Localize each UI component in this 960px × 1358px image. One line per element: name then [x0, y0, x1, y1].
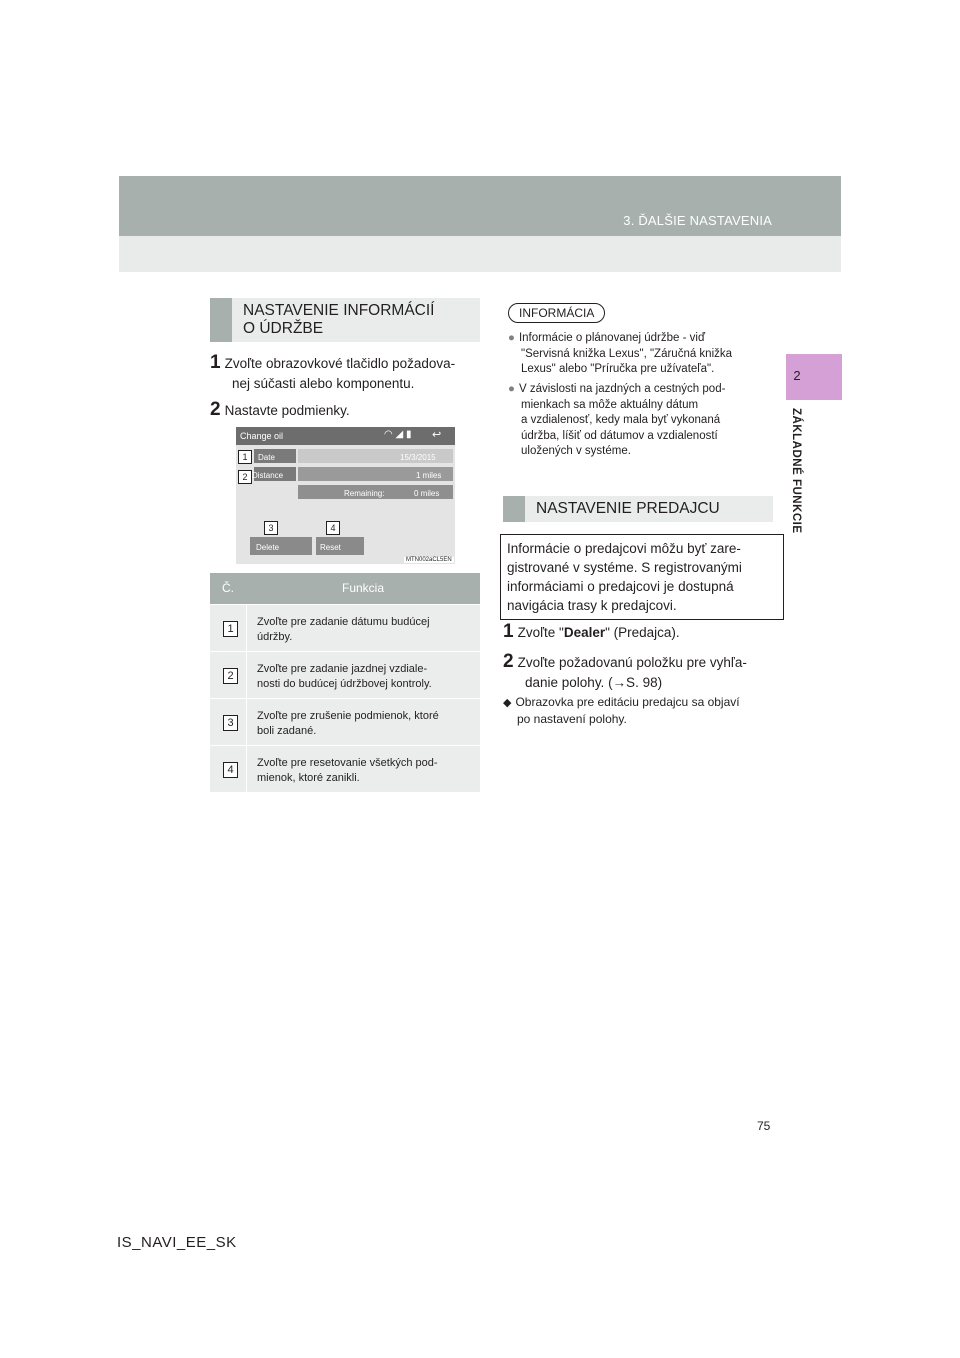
- row-text-line2: nosti do budúcej údržbovej kontroly.: [257, 678, 432, 690]
- callout-4: 4: [326, 521, 340, 535]
- section-title-bar: [210, 298, 232, 342]
- row-text-line1: Zvoľte pre zrušenie podmienok, ktoré: [257, 710, 439, 722]
- date-value: 15/3/2015: [400, 453, 436, 462]
- bullet-text: V závislosti na jazdných a cestných pod-: [518, 383, 726, 395]
- step-2: [210, 400, 350, 420]
- header-function: Funkcia: [341, 581, 385, 595]
- row-number: 1: [223, 621, 238, 637]
- box-text-line: gistrované v systéme. S registrovanými: [507, 560, 742, 575]
- row-text-line1: Zvoľte pre zadanie dátumu budúcej: [257, 616, 430, 628]
- row-text-line2: mienok, ktoré zanikli.: [257, 772, 360, 784]
- battery-icon: ▮: [406, 429, 412, 440]
- reset-label: Reset: [320, 543, 341, 552]
- info-bullet-2: [508, 382, 766, 460]
- screen-title: Change oil: [240, 431, 284, 441]
- table-header: [210, 573, 480, 604]
- section-title-dealer: [503, 496, 773, 522]
- remaining-label: Remaining:: [344, 489, 385, 498]
- row-text: [257, 662, 468, 692]
- step-text: Zvoľte ": [517, 625, 564, 640]
- dealer-note: [503, 695, 778, 727]
- bullet-dot-icon: ●: [508, 332, 515, 344]
- dealer-info-box: [500, 534, 784, 620]
- info-bullet-1: [508, 331, 766, 378]
- bullet-diamond-icon: ◆: [503, 697, 512, 709]
- step-text: " (Predajca).: [605, 625, 680, 640]
- step-text: Nastavte podmienky.: [224, 403, 350, 418]
- box-text-line: informáciami o predajcovi je dostupná: [507, 579, 734, 594]
- distance-value: 1 miles: [416, 471, 442, 480]
- step-number: 1: [503, 621, 514, 642]
- column-divider: [246, 699, 247, 745]
- column-divider: [246, 605, 247, 651]
- step-number: 2: [210, 399, 221, 420]
- illustration-code: MTN002aCL5EN: [406, 557, 452, 563]
- remaining-value: 0 miles: [414, 489, 440, 498]
- delete-label: Delete: [256, 543, 280, 552]
- back-icon: ↩: [432, 429, 442, 441]
- section-title-text: NASTAVENIE PREDAJCU: [536, 500, 720, 517]
- date-label: Date: [258, 453, 275, 462]
- step-1-cont: nej súčasti alebo komponentu.: [232, 376, 415, 391]
- bullet-text: Lexus" alebo "Príručka pre užívateľa".: [521, 363, 715, 375]
- column-divider: [246, 746, 247, 792]
- table-row: [210, 651, 480, 698]
- row-number: 2: [223, 668, 238, 684]
- step-text: Zvoľte obrazovkové tlačidlo požadova-: [224, 356, 456, 371]
- maintenance-screen-illustration: [236, 427, 455, 564]
- row-number: 3: [223, 715, 238, 731]
- step-number: 2: [503, 651, 514, 672]
- box-text-line: navigácia trasy k predajcovi.: [507, 598, 677, 613]
- dealer-step-2: [503, 652, 778, 672]
- section-title-line1: NASTAVENIE INFORMÁCIÍ: [243, 302, 435, 319]
- callout-3: 3: [264, 521, 278, 535]
- distance-label: Distance: [252, 471, 284, 480]
- box-text-line: Informácie o predajcovi môžu byť zare-: [507, 541, 741, 556]
- header-subband: [119, 236, 841, 272]
- table-row: [210, 604, 480, 651]
- function-table: [210, 573, 480, 792]
- section-title-bar: [503, 496, 525, 522]
- bullet-text: údržba, líšiť od dátumov a vzdialeností: [521, 429, 718, 442]
- wifi-icon: ◠: [384, 429, 393, 440]
- bullet-text: Obrazovka pre editáciu predajcu sa objaví: [515, 695, 740, 709]
- section-title-maintenance: [210, 298, 480, 342]
- column-divider: [246, 652, 247, 698]
- bullet-text: "Servisná knižka Lexus", "Záručná knižka: [521, 347, 733, 360]
- row-text: [257, 709, 468, 739]
- chapter-title: 3. ĎALŠIE NASTAVENIA: [623, 213, 772, 228]
- bullet-text: a vzdialenosť, kedy mala byť vykonaná: [521, 414, 721, 426]
- chapter-number: 2: [793, 368, 801, 383]
- dealer-step-2-cont: danie polohy. (→S. 98): [525, 675, 663, 690]
- row-text: [257, 615, 468, 645]
- bullet-text: uložených v systéme.: [521, 445, 631, 457]
- bullet-text: po nastavení polohy.: [517, 711, 627, 726]
- step-text: Zvoľte požadovanú položku pre vyhľa-: [517, 655, 747, 670]
- table-row: [210, 745, 480, 792]
- table-row: [210, 698, 480, 745]
- dealer-button-name: Dealer: [563, 625, 606, 640]
- step-number: 1: [210, 352, 221, 373]
- row-text-line2: boli zadané.: [257, 725, 317, 737]
- status-icons: [384, 429, 412, 440]
- bullet-dot-icon: ●: [508, 383, 515, 395]
- page-number: 75: [757, 1119, 771, 1133]
- dealer-step-1: [503, 622, 680, 642]
- section-title-line2: O ÚDRŽBE: [243, 320, 324, 337]
- callout-2: 2: [238, 470, 252, 484]
- document-code: IS_NAVI_EE_SK: [117, 1234, 237, 1251]
- signal-icon: ◢: [395, 429, 404, 440]
- row-text: [257, 756, 468, 786]
- info-label: INFORMÁCIA: [508, 303, 605, 323]
- header-no: Č.: [222, 581, 234, 595]
- callout-1: 1: [238, 450, 252, 464]
- step-1: [210, 353, 485, 373]
- chapter-label: ZÁKLADNÉ FUNKCIE: [790, 408, 802, 534]
- row-text-line1: Zvoľte pre zadanie jazdnej vzdiale-: [257, 663, 428, 675]
- bullet-text: mienkach sa môže aktuálny dátum: [521, 398, 699, 411]
- row-number: 4: [223, 762, 238, 778]
- row-text-line2: údržby.: [257, 631, 293, 643]
- row-text-line1: Zvoľte pre resetovanie všetkých pod-: [257, 757, 438, 769]
- bullet-text: Informácie o plánovanej údržbe - viď: [518, 332, 706, 344]
